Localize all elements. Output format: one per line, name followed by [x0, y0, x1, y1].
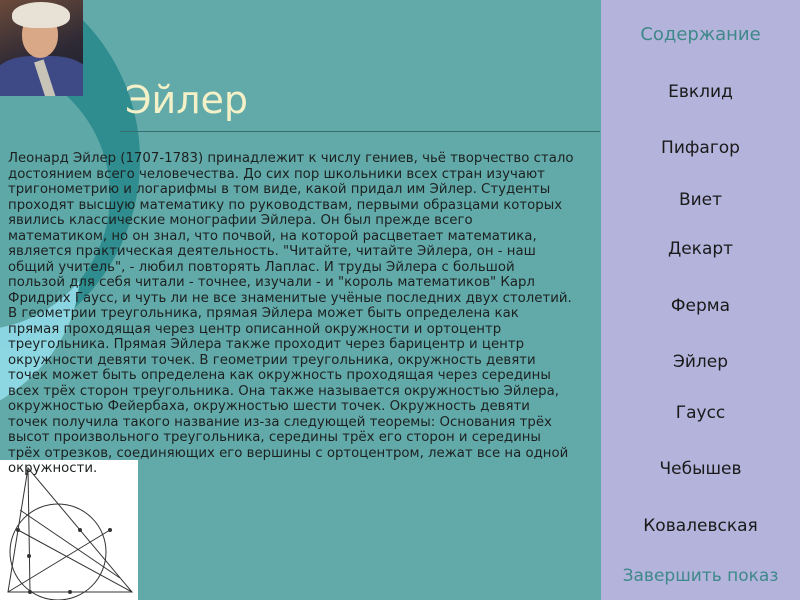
- nav-item-euclid[interactable]: Евклид: [668, 82, 733, 102]
- nav-item-chebyshev[interactable]: Чебышев: [659, 459, 742, 479]
- title-divider: [120, 131, 600, 132]
- nav-item-gauss[interactable]: Гаусс: [675, 403, 726, 423]
- slide-title: Эйлер: [125, 78, 249, 122]
- slide-body-text: Леонард Эйлер (1707-1783) принадлежит к числу гениев, чьё творчество стало достоянием всего человечества. До сих пор школьники всех стран изучают тригонометрию и логарифмы в том виде, какой придал им Эйлер. Студенты проходят высшую математику по руководствам, первыми образцами которых явились классические монографии Эйлера. Он был прежде всего математиком, но он знал, что почвой, на которой расцветает математика, является практическая деятельность. "Читайте, читайте Эйлера, он - наш общий учитель", - любил повторять Лаплас. И труды Эйлера с большой пользой для себя читали - точнее, изучали - и "король математиков" Карл Фридрих Гаусс, и чуть ли не все знаменитые учёные последних двух столетий. В геометрии треугольника, прямая Эйлера может быть определена как прямая проходящая через центр описанной окружности и ортоцентр треугольника. Прямая Эйлера также проходит через барицентр и центр окружности девяти точек. В геометрии треугольника, окружность девяти точек может быть определена как окружность проходящая через середины всех трёх сторон треугольника. Она также называется окружностью Эйлера, окружностью Фейербаха, окружностью шести точек. Окружность девяти точек получила такого название из-за следующей теоремы: Основания трёх высот произвольного треугольника, середины трёх его сторон и середины трёх отрезков, соединяющих его вершины с ортоцентром, лежат все на одной окружности.: [8, 151, 574, 476]
- nav-item-euler[interactable]: Эйлер: [672, 352, 729, 372]
- nav-item-fermat[interactable]: Ферма: [670, 296, 731, 316]
- contents-sidebar: [601, 0, 800, 600]
- nav-item-pythagoras[interactable]: Пифагор: [661, 138, 740, 158]
- nine-point-circle-diagram: [0, 460, 138, 600]
- nav-item-kovalevskaya[interactable]: Ковалевская: [643, 516, 758, 536]
- nav-contents-link[interactable]: Содержание: [640, 24, 761, 45]
- nav-item-descartes[interactable]: Декарт: [667, 239, 734, 259]
- finish-show-button[interactable]: Завершить показ: [622, 566, 779, 586]
- euler-portrait-image: [0, 0, 83, 96]
- nav-item-viete[interactable]: Виет: [678, 190, 723, 210]
